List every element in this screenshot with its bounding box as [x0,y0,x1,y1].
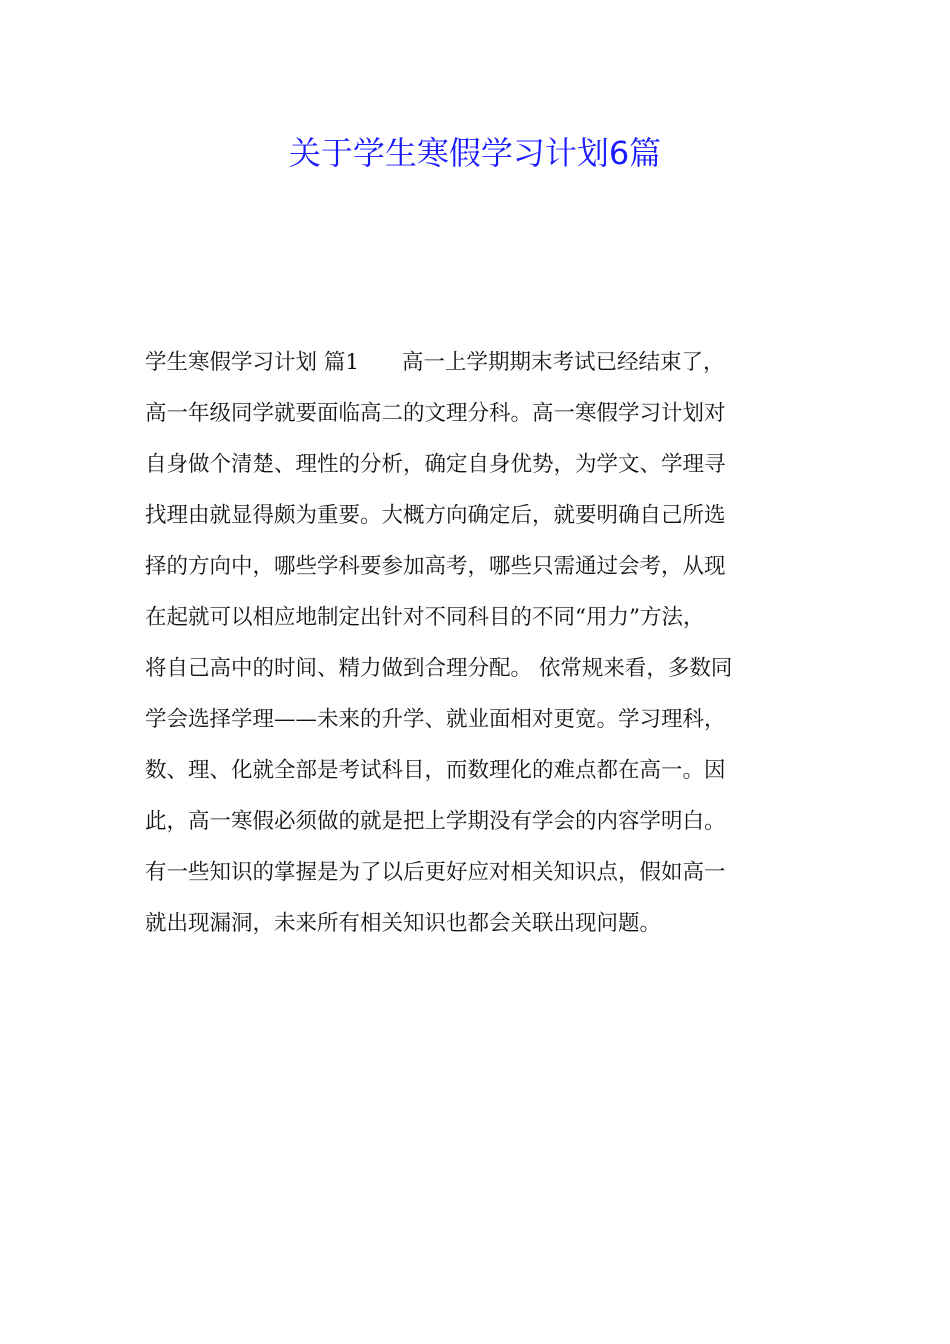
body-line-5: 择的方向中，哪些学科要参加高考，哪些只需通过会考，从现 [145,554,726,579]
body-line-3: 自身做个清楚、理性的分析，确定自身优势，为学文、学理寻 [145,452,726,477]
body-line-9: 数、理、化就全部是考试科目，而数理化的难点都在高一。因 [145,758,726,783]
body-line-1: 学生寒假学习计划 篇1 高一上学期期末考试已经结束了， [145,350,725,375]
body-line-4: 找理由就显得颇为重要。大概方向确定后，就要明确自己所选 [145,503,726,528]
body-line-12: 就出现漏洞，未来所有相关知识也都会关联出现问题。 [145,911,662,936]
body-line-6: 在起就可以相应地制定出针对不同科目的不同“用力”方法， [145,605,705,630]
body-line-11: 有一些知识的掌握是为了以后更好应对相关知识点，假如高一 [145,860,726,885]
document-body [145,337,809,949]
body-line-2: 高一年级同学就要面临高二的文理分科。高一寒假学习计划对 [145,401,726,426]
body-line-10: 此，高一寒假必须做的就是把上学期没有学会的内容学明白。 [145,809,726,834]
body-line-8: 学会选择学理——未来的升学、就业面相对更宽。学习理科， [145,707,726,732]
body-line-7: 将自己高中的时间、精力做到合理分配。 依常规来看，多数同 [145,656,733,681]
document-title: 关于学生寒假学习计划6篇 [288,134,662,172]
